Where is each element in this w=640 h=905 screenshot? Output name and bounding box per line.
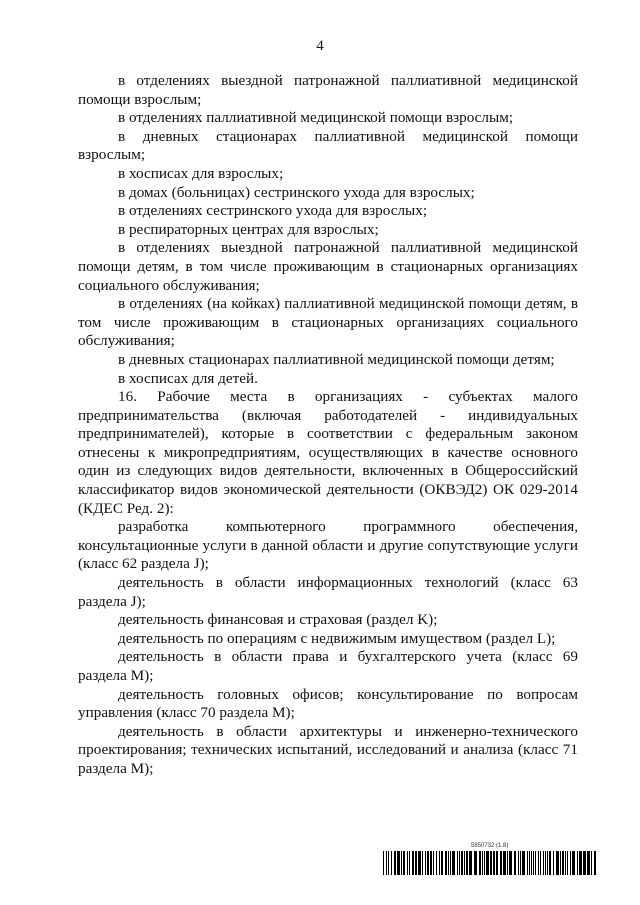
paragraph: деятельность в области права и бухгалтерского учета (класс 69 раздела M); [78, 648, 578, 684]
paragraph: в отделениях (на койках) паллиативной медицинской помощи детям, в том числе проживающим в стационарных организациях социального обслуживания; [78, 295, 578, 350]
paragraph: деятельность по операциям с недвижимым имуществом (раздел L); [118, 629, 556, 647]
paragraph: деятельность головных офисов; консультирование по вопросам управления (класс 70 раздела M); [78, 685, 578, 722]
paragraph: в отделениях сестринского ухода для взрослых; [118, 202, 428, 220]
paragraph: деятельность в области архитектуры и инженерно-технического проектирования; технических испытаний, исследований и анализа (класс 71 раздела M); [78, 722, 578, 777]
paragraph: в домах (больницах) сестринского ухода для взрослых; [118, 183, 475, 201]
paragraph: деятельность финансовая и страховая (раздел K); [118, 611, 438, 629]
document-body [78, 72, 578, 779]
paragraph: в отделениях выездной патронажной паллиативной медицинской помощи детям, в том числе проживающим в стационарных организациях социального обслуживания; [78, 239, 578, 294]
page-number: 4 [316, 38, 324, 54]
paragraph: в хосписах для взрослых; [118, 164, 284, 182]
paragraph: разработка компьютерного программного обеспечения, консультационные услуги в данной области и другие сопутствующие услуги (класс 62 раздела J); [78, 518, 578, 573]
paragraph: в отделениях выездной патронажной паллиативной медицинской помощи взрослым; [78, 72, 578, 108]
paragraph: в отделениях паллиативной медицинской помощи взрослым; [118, 109, 514, 127]
paragraph: в дневных стационарах паллиативной медицинской помощи детям; [118, 350, 555, 368]
barcode-image [383, 851, 596, 875]
paragraph: деятельность в области информационных технологий (класс 63 раздела J); [78, 574, 578, 610]
paragraph: в дневных стационарах паллиативной медицинской помощи взрослым; [78, 127, 578, 164]
paragraph: в хосписах для детей. [118, 369, 258, 387]
document-code: 5850732 (1.8) [471, 843, 509, 849]
paragraph: 16. Рабочие места в организациях - субъектах малого предпринимательства (включая работодателей - индивидуальных предпринимателей), которые в соответствии с федеральным законом отнесены к микропредприятиям, осуществляющих в качестве основного один из следующих видов деятельности, включенных в Общероссийский классификатор видов экономической деятельности (ОКВЭД2) ОК 029-2014 (КДЕС Ред. 2): [78, 388, 578, 517]
paragraph: в респираторных центрах для взрослых; [118, 220, 379, 238]
